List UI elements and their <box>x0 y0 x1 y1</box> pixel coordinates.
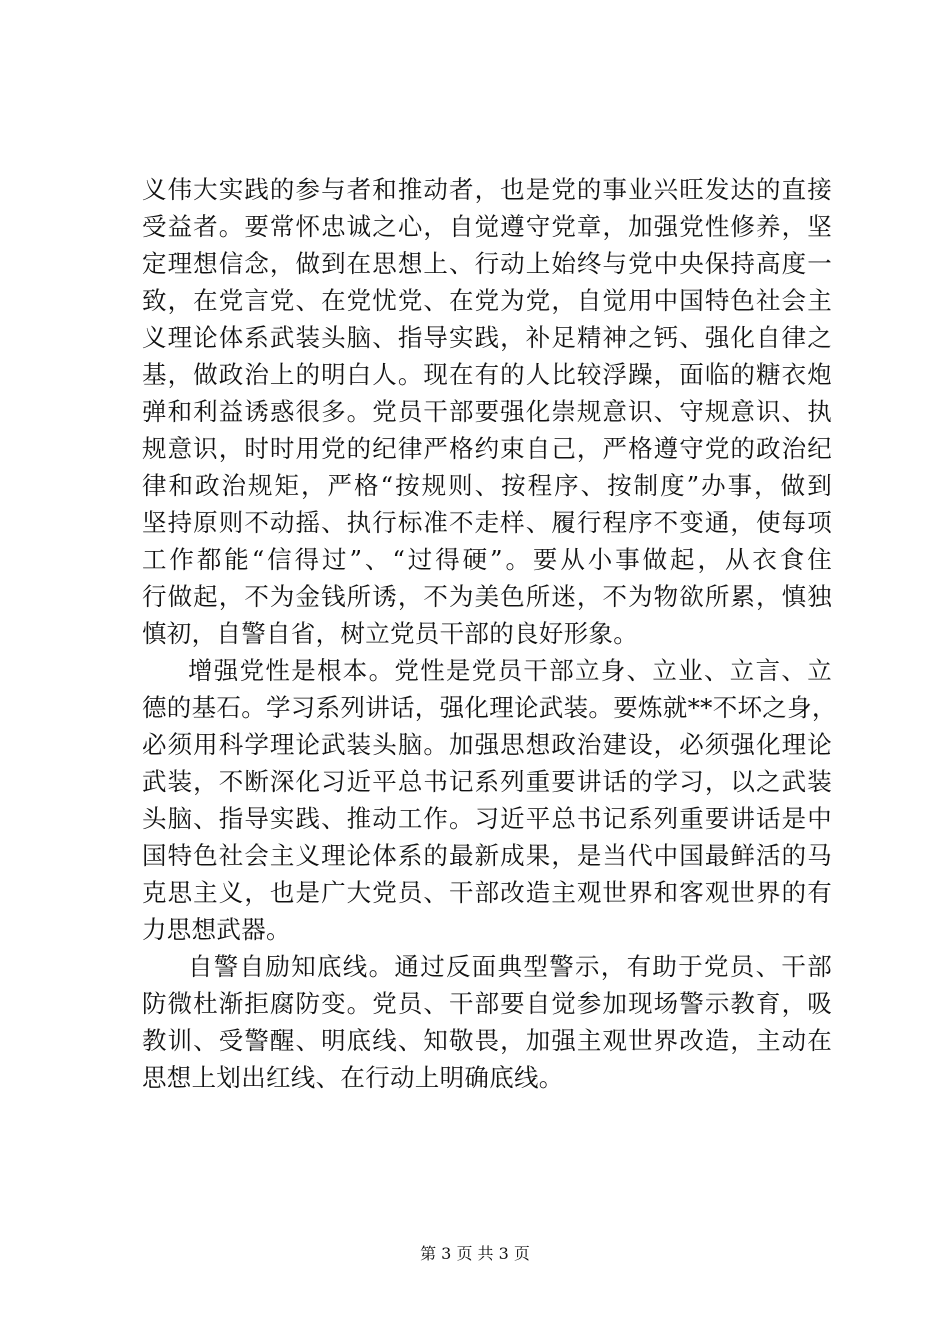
page-number: 第 3 页 共 3 页 <box>420 1244 530 1263</box>
text-line: 坚持原则不动摇、执行标准不走样、履行程序不变通，使每项 <box>142 508 832 537</box>
paragraph-3 <box>142 948 832 1096</box>
text-line: 自警自励知底线。通过反面典型警示，有助于党员、干部 <box>188 952 832 981</box>
text-line: 律和政治规矩，严格“按规则、按程序、按制度”办事，做到 <box>142 471 832 500</box>
text-line: 防微杜渐拒腐防变。党员、干部要自觉参加现场警示教育，吸 <box>142 989 832 1018</box>
text-line: 国特色社会主义理论体系的最新成果，是当代中国最鲜活的马 <box>142 841 832 870</box>
text-line: 规意识，时时用党的纪律严格约束自己，严格遵守党的政治纪 <box>142 434 832 463</box>
text-line: 思想上划出红线、在行动上明确底线。 <box>142 1063 564 1092</box>
text-line: 力思想武器。 <box>142 915 291 944</box>
text-line: 定理想信念，做到在思想上、行动上始终与党中央保持高度一 <box>142 249 832 278</box>
text-line: 必须用科学理论武装头脑。加强思想政治建设，必须强化理论 <box>142 730 832 759</box>
text-line: 武装，不断深化习近平总书记系列重要讲话的学习，以之武装 <box>142 767 832 796</box>
document-body <box>142 171 837 1096</box>
text-line: 教训、受警醒、明底线、知敬畏，加强主观世界改造，主动在 <box>142 1026 832 1055</box>
text-line: 义伟大实践的参与者和推动者，也是党的事业兴旺发达的直接 <box>142 175 832 204</box>
text-line: 基，做政治上的明白人。现在有的人比较浮躁，面临的糖衣炮 <box>142 360 832 389</box>
text-line: 增强党性是根本。党性是党员干部立身、立业、立言、立 <box>188 656 832 685</box>
paragraph-1 <box>142 171 832 652</box>
text-line: 致，在党言党、在党忧党、在党为党，自觉用中国特色社会主 <box>142 286 832 315</box>
text-line: 义理论体系武装头脑、指导实践，补足精神之钙、强化自律之 <box>142 323 832 352</box>
page-footer <box>0 1242 950 1266</box>
text-line: 弹和利益诱惑很多。党员干部要强化崇规意识、守规意识、执 <box>142 397 832 426</box>
text-line: 克思主义，也是广大党员、干部改造主观世界和客观世界的有 <box>142 878 832 907</box>
text-line: 德的基石。学习系列讲话，强化理论武装。要炼就**不坏之身， <box>142 693 837 722</box>
paragraph-2 <box>142 652 837 948</box>
text-line: 工作都能“信得过”、“过得硬”。要从小事做起，从衣食住 <box>142 545 832 574</box>
text-line: 头脑、指导实践、推动工作。习近平总书记系列重要讲话是中 <box>142 804 832 833</box>
text-line: 慎初，自警自省，树立党员干部的良好形象。 <box>142 619 638 648</box>
text-line: 行做起，不为金钱所诱，不为美色所迷，不为物欲所累，慎独 <box>142 582 832 611</box>
text-line: 受益者。要常怀忠诚之心，自觉遵守党章，加强党性修养，坚 <box>142 212 832 241</box>
